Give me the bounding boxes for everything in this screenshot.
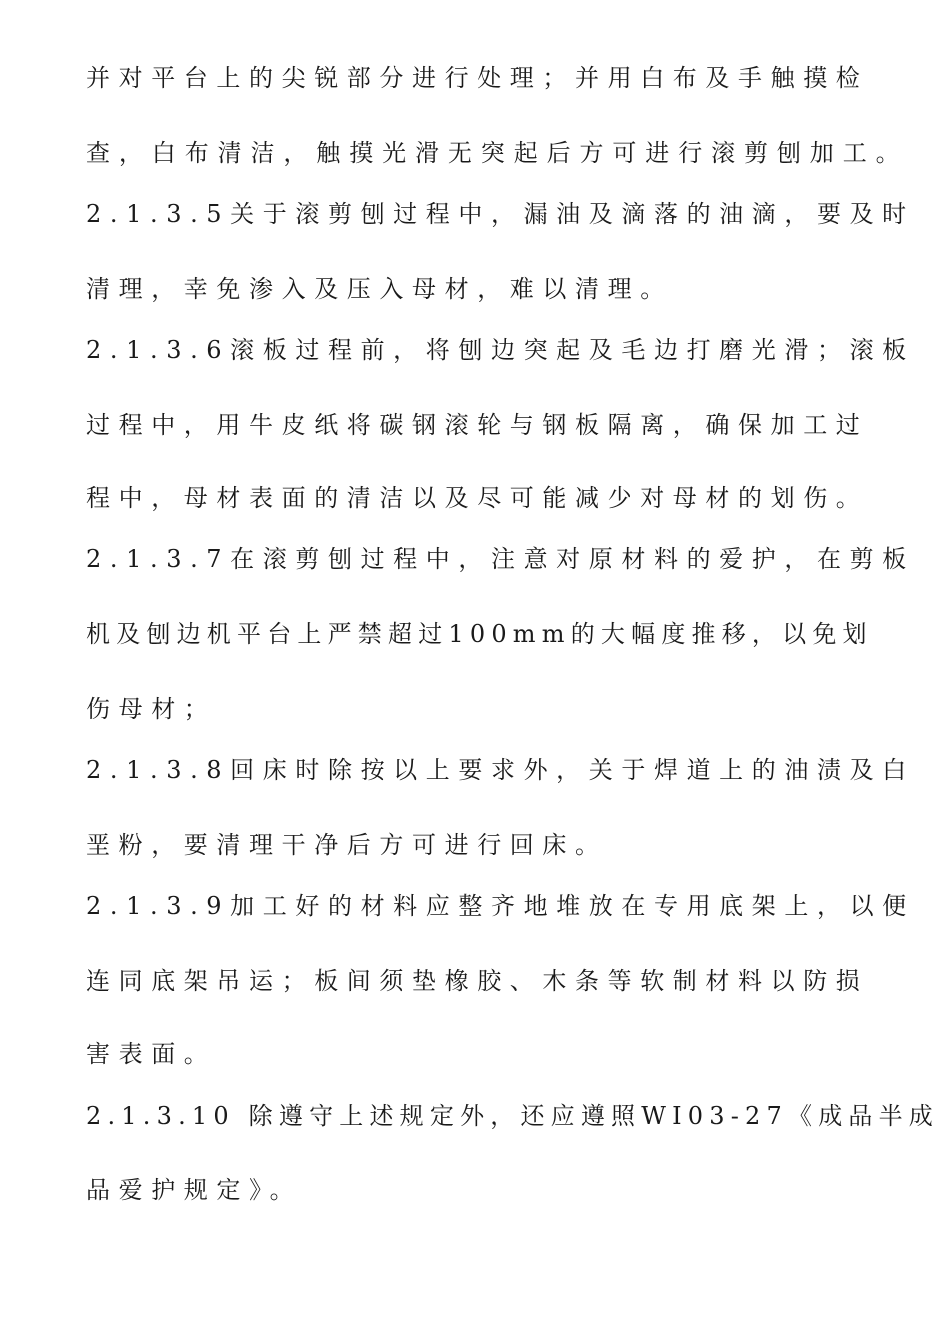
text-line-15: 害表面。	[86, 1040, 217, 1068]
text-line-10: 伤母材；	[86, 695, 217, 723]
text-line-6: 过程中，用牛皮纸将碳钢滚轮与钢板隔离，确保加工过	[86, 411, 869, 439]
text-line-8: 2.1.3.7在滚剪刨过程中，注意对原材料的爱护，在剪板	[86, 545, 915, 573]
text-line-9: 机及刨边机平台上严禁超过100mm的大幅度推移，以免划	[86, 620, 873, 648]
text-line-11: 2.1.3.8回床时除按以上要求外，关于焊道上的油渍及白	[86, 756, 915, 784]
text-line-5: 2.1.3.6滚板过程前，将刨边突起及毛边打磨光滑；滚板	[86, 336, 915, 364]
text-line-3: 2.1.3.5关于滚剪刨过程中，漏油及滴落的油滴，要及时	[86, 200, 915, 228]
text-line-2: 查，白布清洁，触摸光滑无突起后方可进行滚剪刨加工。	[86, 139, 909, 167]
text-line-17: 品爱护规定》。	[86, 1176, 303, 1204]
text-line-14: 连同底架吊运；板间须垫橡胶、木条等软制材料以防损	[86, 967, 869, 995]
text-line-12: 垩粉，要清理干净后方可进行回床。	[86, 831, 608, 859]
text-line-13: 2.1.3.9加工好的材料应整齐地堆放在专用底架上，以便	[86, 892, 915, 920]
text-line-1: 并对平台上的尖锐部分进行处理；并用白布及手触摸检	[86, 64, 869, 92]
text-line-7: 程中，母材表面的清洁以及尽可能减少对母材的划伤。	[86, 484, 869, 512]
text-line-4: 清理，幸免渗入及压入母材，难以清理。	[86, 275, 673, 303]
text-line-16: 2.1.3.10 除遵守上述规定外，还应遵照WI03-27《成品半成	[86, 1102, 939, 1130]
